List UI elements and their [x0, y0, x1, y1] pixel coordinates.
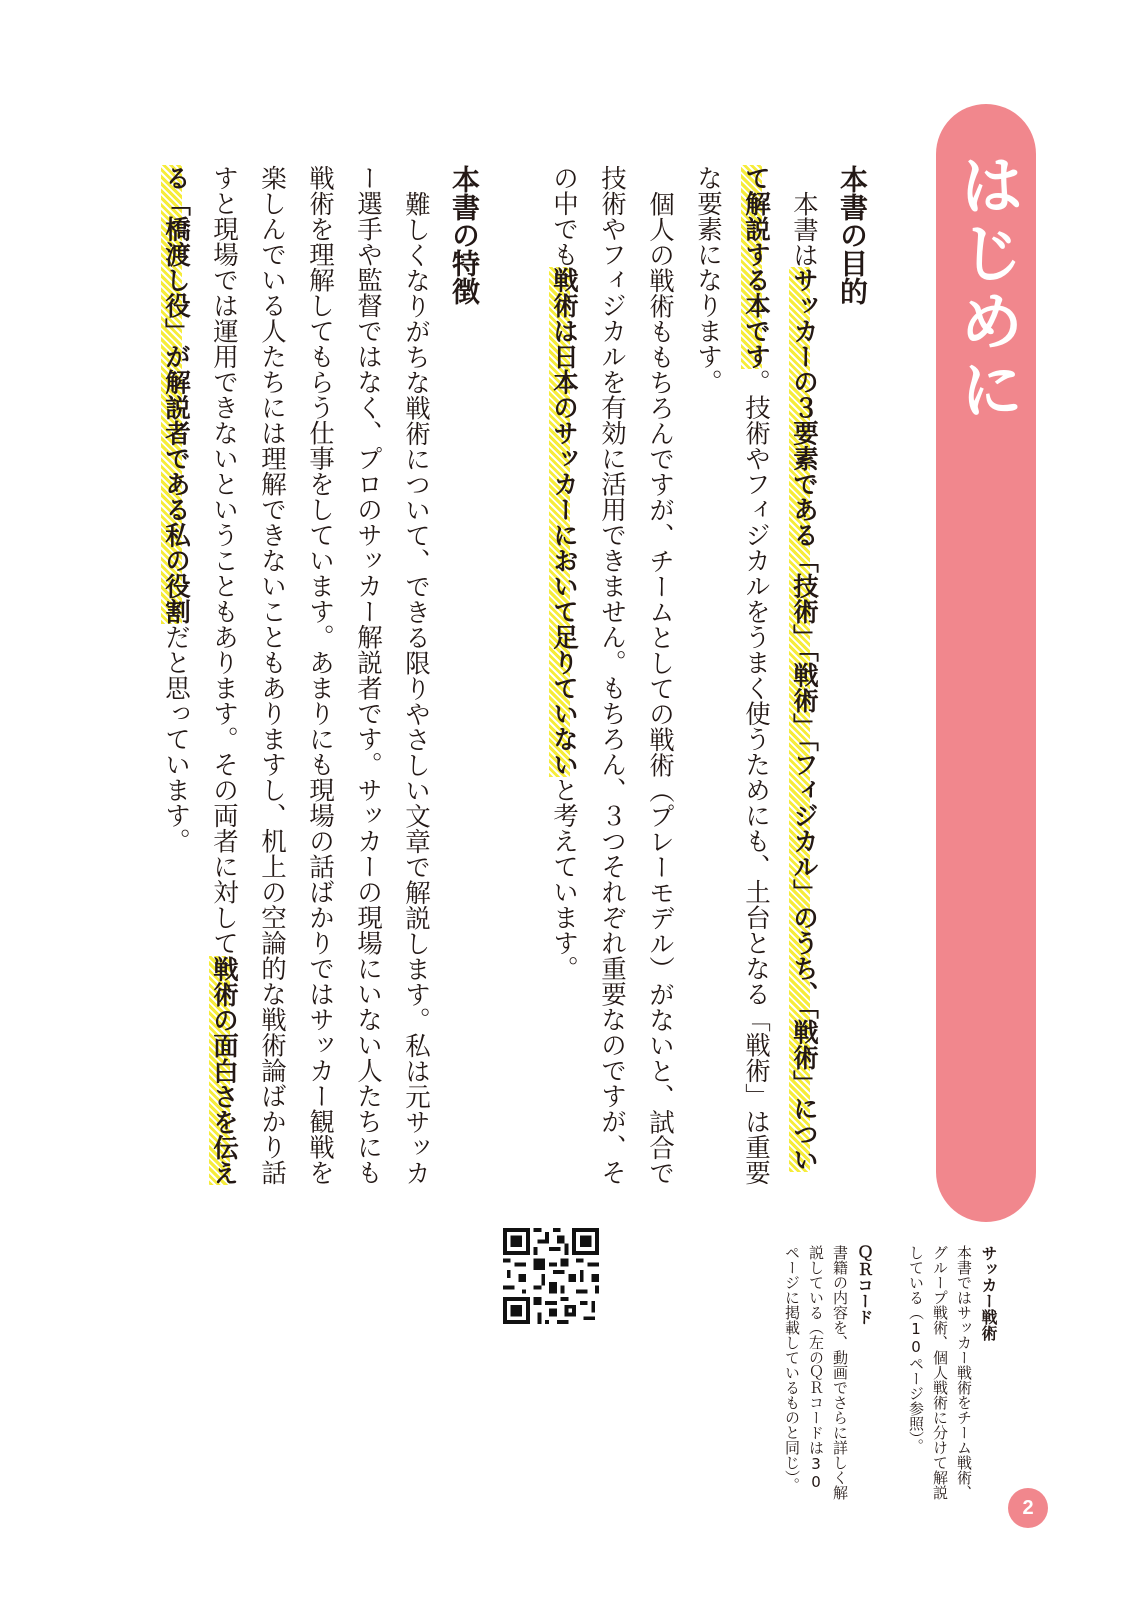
- text-run: と考えています。: [549, 777, 579, 981]
- paragraph-purpose-1: [684, 165, 828, 1195]
- note-heading-qr: ＱＲコード: [855, 1245, 874, 1325]
- note-body-qr: 書籍の内容を、動画でさらに詳しく解説している（左のＱＲコードは30ページに掲載しているものと同じ）。: [783, 1245, 849, 1500]
- page-number: 2: [1008, 1488, 1048, 1528]
- qr-code[interactable]: [503, 1228, 599, 1324]
- note-heading-tactics: サッカー戦術: [979, 1245, 998, 1341]
- note-body-tactics: 本書ではサッカー戦術をチーム戦術、グループ戦術、個人戦術に分けて解説している（10ページ参照）。: [907, 1245, 973, 1500]
- page-title: はじめに: [949, 152, 1023, 424]
- highlight-text: 戦術の面白さを伝える「橋渡し役」が解説者である私の役割: [161, 165, 239, 1185]
- paragraph-purpose-2: [540, 165, 684, 1195]
- text-run: 個人の戦術ももちろんですが、チームとしての戦術（プレーモデル）がないと、試合で技術やフィジカルを有効に活用できません。もちろん、３つそれぞれ重要なのですが、その中でも: [549, 165, 675, 1185]
- section-heading-purpose: 本書の目的: [836, 165, 869, 305]
- title-band: [936, 104, 1036, 1222]
- highlight-text: サッカーの３要素である「技術」「戦術」「フィジカル」のうち、「戦術」について解説する本です: [741, 165, 819, 1173]
- highlight-text: 戦術は日本のサッカーにおいて足りていない: [549, 267, 579, 777]
- text-run: 難しくなりがちな戦術について、できる限りやさしい文章で解説します。私は元サッカー選手や監督ではなく、プロのサッカー解説者です。サッカーの現場にいない人たちにも戦術を理解してもらう仕事をしています。あまりにも現場の話ばかりではサッカー観戦を楽しんでいる人たちには理解できないこともありますし、机上の空論的な戦術論ばかり話すと現場では運用できないということもあります。その両者に対して: [209, 165, 431, 1185]
- section-heading-features: 本書の特徴: [448, 165, 481, 305]
- qr-finder-top-right: [572, 1228, 599, 1255]
- main-text: [140, 165, 876, 1195]
- side-notes: [630, 1245, 1000, 1505]
- text-run: だと思っています。: [161, 624, 191, 854]
- text-run: 本書は: [789, 190, 819, 267]
- text-run: 。技術やフィジカルをうまく使うためにも、土台となる「戦術」は重要な要素になります。: [693, 165, 771, 1185]
- qr-finder-bottom-left: [503, 1297, 530, 1324]
- qr-finder-top-left: [503, 1228, 530, 1255]
- paragraph-features-1: [152, 165, 440, 1195]
